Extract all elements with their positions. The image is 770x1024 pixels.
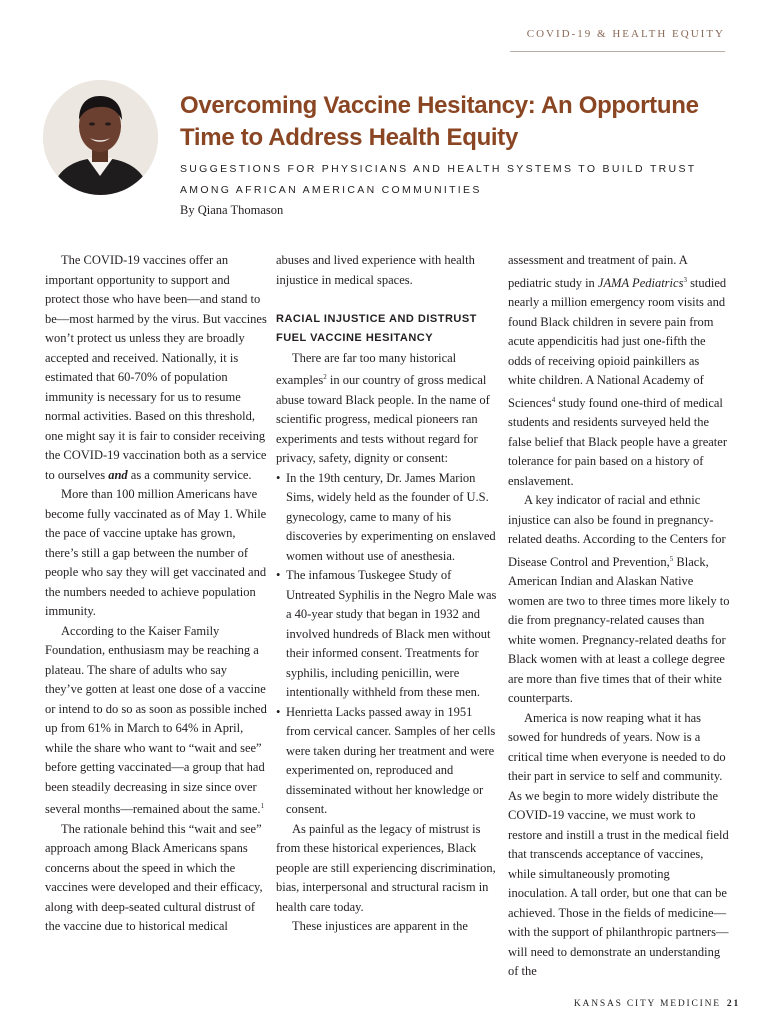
paragraph: There are far too many historical examples$^2$ in our country of gross medical abuse toward Black people. In the name of scientific progress, medical pioneers ran experiments and tests without regard for privacy, safety, dignity or consent: [276, 350, 490, 466]
paragraph: assessment and treatment of pain. A pediatric study in JAMA Pediatrics$^3$ studied nearly a million emergency room visits and found Black children in severe pain from acute appendicitis had just one-fifth the odds of receiving opioid painkillers as white children. A National Academy of Sciences$^4$ study found one-third of medical students and residents surveyed held the false belief that Black people have a greater tolerance for pain based on a history of enslavement. [508, 253, 727, 488]
paragraph: abuses and lived experience with health injustice in medical spaces. [276, 253, 475, 287]
article-column-1 [45, 251, 267, 937]
paragraph: America is now reaping what it has sowed for hundreds of years. Now is a critical time when everyone is needed to do their part in service to self and community. As we begin to more widely distribute the COVID-19 vaccine, we must work to restore and instill a trust in the medical field that transcends acceptance of vaccines, while simultaneously promoting inoculation. A tall order, but one that can be achieved. Those in the fields of medicine—with the support of philanthropic partners—will need to demonstrate an understanding of the [508, 710, 729, 979]
article-column-2 [276, 251, 498, 937]
footnote-ref: 3 [683, 275, 687, 284]
byline: By Qiana Thomason [180, 203, 284, 217]
paragraph: According to the Kaiser Family Foundation, enthusiasm may be reaching a plateau. The share of adults who say they’ve gotten at least one dose of a vaccine or intend to do so as soon as possible inched up from 61% in March to 64% in April, while the share who want to “wait and see” before getting vaccinated—a group that had been steadily decreasing in size since over several months—remained about the same.$^1$ [45, 623, 267, 817]
bullet-list [276, 469, 498, 820]
list-item: • In the 19th century, Dr. James Marion Sims, widely held as the founder of U.S. gynecology, came to many of his discoveries by experimenting on enslaved women without use of anesthesia. [276, 469, 498, 567]
section-tag: COVID-19 & HEALTH EQUITY [526, 28, 725, 40]
paragraph: The rationale behind this “wait and see” approach among Black Americans spans concerns about the speed in which the vaccines were developed and their efficacy, along with deep-seated cultural distrust of the vaccine due to historical medical [45, 821, 263, 934]
publication-name: KANSAS CITY MEDICINE [573, 999, 721, 1009]
paragraph: These injustices are apparent in the [292, 919, 468, 934]
page-footer [574, 999, 740, 1009]
author-photo [43, 80, 158, 195]
footnote-ref: 4 [551, 395, 556, 404]
paragraph: More than 100 million Americans have become fully vaccinated as of May 1. While the pace of vaccine uptake has grown, there’s still a gap between the number of people who say they will get vaccinated and the numbers needed to achieve population immunity. [45, 487, 267, 618]
section-divider [510, 51, 725, 52]
author-portrait-image [43, 80, 158, 195]
paragraph: The COVID-19 vaccines offer an important opportunity to support and protect those who have been—and stand to be—most harmed by the virus. But vaccines won’t protect us unless they are broadly accepted and received. Nationally, it is estimated that 60-70% of population immunity is necessary for us to resume normal activities. Based on this threshold, one might say it is fair to consider receiving the COVID-19 vaccination both as a service to ourselves and as a community service. [45, 253, 267, 482]
page-number: 21 [726, 999, 740, 1009]
footnote-ref: 5 [669, 554, 674, 563]
paragraph: As painful as the legacy of mistrust is from these historical experiences, Black people are still experiencing discrimination, bias, interpersonal and structural racism in health care today. [276, 821, 496, 914]
article-subtitle: SUGGESTIONS FOR PHYSICIANS AND HEALTH SYSTEMS TO BUILD TRUST AMONG AFRICAN AMERICAN COMMUNITIES [180, 163, 697, 196]
section-heading: RACIAL INJUSTICE AND DISTRUST FUEL VACCINE HESITANCY [276, 312, 477, 344]
footnote-ref: 2 [323, 373, 327, 381]
paragraph: A key indicator of racial and ethnic injustice can also be found in pregnancy-related deaths. According to the Centers for Disease Control and Prevention,$^5$ Black, American Indian and Alaskan Native women are two to three times more likely to die from pregnancy-related causes than white women. Pregnancy-related deaths for Black women with at least a college degree are more than five times that of their white counterparts. [508, 493, 730, 706]
list-item: • The infamous Tuskegee Study of Untreated Syphilis in the Negro Male was a 40-year study that began in 1932 and involved hundreds of Black men without their informed consent. Treatments for syphilis, including penicillin, were intentionally withheld from these men. [276, 566, 498, 703]
list-item: • Henrietta Lacks passed away in 1951 from cervical cancer. Samples of her cells were taken during her treatment and were experimented on, reproduced and disseminated without her knowledge or consent. [276, 703, 498, 820]
footnote-ref: 1 [260, 802, 265, 810]
article-column-3 [508, 251, 730, 982]
article-title: Overcoming Vaccine Hesitancy: An Opportune Time to Address Health Equity [180, 92, 699, 151]
